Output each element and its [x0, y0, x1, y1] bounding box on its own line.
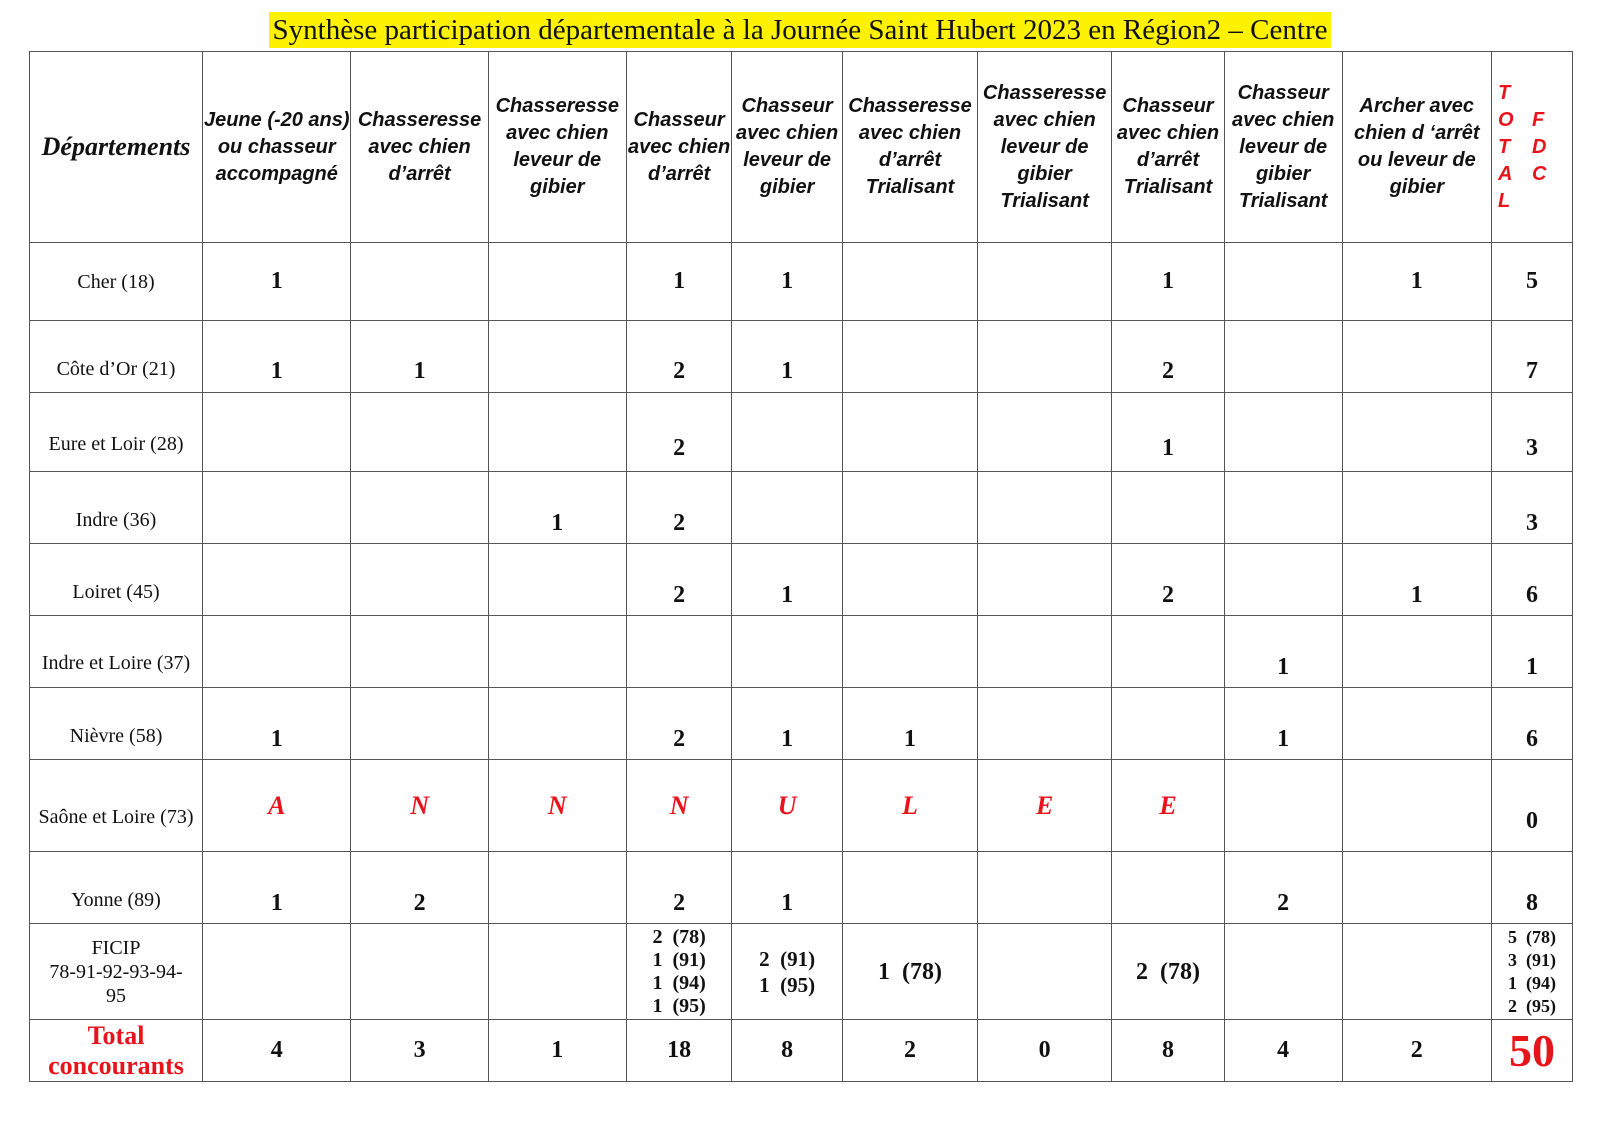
- table-cell: [842, 616, 977, 688]
- ficip-departement: [30, 924, 203, 1020]
- table-cell: 1: [842, 688, 977, 760]
- table-cell: [1342, 393, 1491, 472]
- table-cell: [626, 924, 731, 1020]
- header-col-5: Chasseur avec chien leveur de gibier: [732, 52, 843, 243]
- ficip-breakdown: 2 (91) 1 (95): [759, 946, 816, 997]
- grand-total: 50: [1492, 1020, 1573, 1082]
- table-cell: [732, 393, 843, 472]
- row-total: 6: [1492, 544, 1573, 616]
- table-cell: 1: [1112, 243, 1225, 321]
- table-cell: [978, 688, 1112, 760]
- row-total: 6: [1492, 688, 1573, 760]
- column-total: 8: [732, 1020, 843, 1082]
- total-letter: [1532, 80, 1566, 107]
- total-letter: [1532, 188, 1566, 215]
- ficip-total-breakdown: 5 (78) 3 (91) 1 (94) 2 (95): [1508, 926, 1557, 1016]
- header-col-10: Archer avec chien d ‘arrêt ou leveur de gibier: [1342, 52, 1491, 243]
- table-cell: [978, 544, 1112, 616]
- table-cell: [842, 544, 977, 616]
- table-row-ficip: [30, 924, 1573, 1020]
- total-letter: D: [1532, 135, 1547, 158]
- table-cell: [1112, 472, 1225, 544]
- table-cell: 1: [732, 688, 843, 760]
- table-row-totals: [30, 1020, 1573, 1082]
- table-cell: 1: [203, 852, 351, 924]
- annulee-letter: A: [203, 760, 351, 852]
- table-cell: [488, 688, 626, 760]
- table-cell: [978, 243, 1112, 321]
- header-col-2: Chasseresse avec chien d’arrêt: [351, 52, 488, 243]
- table-cell: [1112, 852, 1225, 924]
- table-cell: [1342, 472, 1491, 544]
- annulee-letter: L: [842, 760, 977, 852]
- table-cell: [488, 852, 626, 924]
- header-col-8: Chasseur avec chien d’arrêt Trialisant: [1112, 52, 1225, 243]
- participation-table: [29, 51, 1573, 1082]
- table-cell: 2: [626, 472, 731, 544]
- table-cell: 1: [1112, 393, 1225, 472]
- total-fdc-letters: [1492, 80, 1572, 215]
- row-total: 7: [1492, 321, 1573, 393]
- header-departements: Départements: [30, 52, 203, 243]
- table-cell: [351, 544, 488, 616]
- table-cell: [1342, 616, 1491, 688]
- header-col-6: Chasseresse avec chien d’arrêt Trialisant: [842, 52, 977, 243]
- header-col-9: Chasseur avec chien leveur de gibier Trialisant: [1224, 52, 1342, 243]
- ficip-breakdown: 2 (78) 1 (91) 1 (94) 1 (95): [652, 925, 706, 1017]
- table-cell: 1: [732, 852, 843, 924]
- table-cell: [1112, 924, 1225, 1020]
- column-total: 2: [1342, 1020, 1491, 1082]
- total-concourants-label: Total concourants: [30, 1020, 203, 1082]
- table-row: [30, 321, 1573, 393]
- table-cell: 1: [351, 321, 488, 393]
- page-title: Synthèse participation départementale à la Journée Saint Hubert 2023 en Région2 – Centre: [269, 12, 1332, 48]
- table-cell: 1: [203, 243, 351, 321]
- annulee-letter: E: [1112, 760, 1225, 852]
- row-total: 3: [1492, 393, 1573, 472]
- row-total: 5: [1492, 243, 1573, 321]
- total-letter: F: [1532, 108, 1545, 131]
- table-cell: 1: [626, 243, 731, 321]
- annulee-letter: N: [351, 760, 488, 852]
- table-row: [30, 544, 1573, 616]
- title-wrap: [0, 12, 1600, 48]
- total-letter: A: [1498, 162, 1513, 185]
- table-cell: [488, 544, 626, 616]
- total-letter: C: [1532, 162, 1547, 185]
- table-cell: [488, 321, 626, 393]
- table-cell: [1342, 321, 1491, 393]
- table-cell: [978, 924, 1112, 1020]
- table-cell: [488, 393, 626, 472]
- table-cell: [203, 393, 351, 472]
- total-letter: L: [1498, 189, 1511, 212]
- table-cell: [1342, 760, 1491, 852]
- table-cell: [732, 616, 843, 688]
- table-cell: 1: [1342, 544, 1491, 616]
- row-departement: Indre et Loire (37): [30, 616, 203, 688]
- table-cell: [351, 243, 488, 321]
- table-cell: [351, 393, 488, 472]
- table-cell: 1: [732, 243, 843, 321]
- ficip-breakdown: 1 (78): [878, 958, 942, 985]
- table-cell: [203, 472, 351, 544]
- column-total: 4: [1224, 1020, 1342, 1082]
- annulee-letter: N: [488, 760, 626, 852]
- total-letter: T: [1498, 135, 1511, 158]
- table-row-annulee: [30, 760, 1573, 852]
- ficip-breakdown: 2 (78): [1136, 958, 1200, 985]
- table-cell: 2: [626, 393, 731, 472]
- table-row: [30, 243, 1573, 321]
- table-cell: [842, 472, 977, 544]
- table-cell: [1112, 616, 1225, 688]
- table-cell: 1: [1224, 688, 1342, 760]
- row-total: [1492, 924, 1573, 1020]
- column-total: 4: [203, 1020, 351, 1082]
- row-total: 3: [1492, 472, 1573, 544]
- row-departement: Côte d’Or (21): [30, 321, 203, 393]
- table-cell: 2: [351, 852, 488, 924]
- table-cell: [1224, 760, 1342, 852]
- table-cell: 2: [1224, 852, 1342, 924]
- total-letter: O: [1498, 108, 1514, 131]
- table-cell: 1: [203, 321, 351, 393]
- table-cell: 1: [1342, 243, 1491, 321]
- table-cell: 1: [1224, 616, 1342, 688]
- table-cell: [1224, 472, 1342, 544]
- row-total: 0: [1492, 760, 1573, 852]
- header-total-fdc: [1492, 52, 1573, 243]
- row-departement: Saône et Loire (73): [30, 760, 203, 852]
- table-cell: [978, 472, 1112, 544]
- table-row: [30, 852, 1573, 924]
- table-cell: [351, 472, 488, 544]
- column-total: 18: [626, 1020, 731, 1082]
- table-row: [30, 688, 1573, 760]
- ficip-line: 95: [106, 984, 127, 1007]
- table-cell: [842, 243, 977, 321]
- table-cell: 2: [1112, 544, 1225, 616]
- table-cell: [351, 616, 488, 688]
- row-departement: Nièvre (58): [30, 688, 203, 760]
- table-cell: 1: [732, 321, 843, 393]
- table-cell: [732, 924, 843, 1020]
- table-row: [30, 472, 1573, 544]
- row-departement: Loiret (45): [30, 544, 203, 616]
- table-cell: [1342, 924, 1491, 1020]
- table-cell: 2: [1112, 321, 1225, 393]
- table-cell: [488, 243, 626, 321]
- table-cell: [1342, 688, 1491, 760]
- ficip-line: FICIP: [91, 936, 141, 959]
- header-col-7: Chasseresse avec chien leveur de gibier Trialisant: [978, 52, 1112, 243]
- table-cell: [842, 924, 977, 1020]
- table-cell: [351, 924, 488, 1020]
- table-cell: [842, 852, 977, 924]
- table-cell: 1: [732, 544, 843, 616]
- table-cell: [978, 616, 1112, 688]
- column-total: 8: [1112, 1020, 1225, 1082]
- table-cell: [842, 321, 977, 393]
- table-cell: 1: [488, 472, 626, 544]
- table-cell: [488, 616, 626, 688]
- annulee-letter: N: [626, 760, 731, 852]
- row-departement: Cher (18): [30, 243, 203, 321]
- header-col-4: Chasseur avec chien d’arrêt: [626, 52, 731, 243]
- table-cell: [732, 472, 843, 544]
- row-total: 8: [1492, 852, 1573, 924]
- table-cell: [842, 393, 977, 472]
- column-total: 0: [978, 1020, 1112, 1082]
- table-cell: [1224, 924, 1342, 1020]
- header-col-3: Chasseresse avec chien leveur de gibier: [488, 52, 626, 243]
- header-col-1: Jeune (-20 ans) ou chasseur accompagné: [203, 52, 351, 243]
- table-cell: [626, 616, 731, 688]
- table-cell: 2: [626, 852, 731, 924]
- table-cell: [1224, 544, 1342, 616]
- table-cell: [351, 688, 488, 760]
- table-cell: 2: [626, 321, 731, 393]
- total-letter: T: [1498, 81, 1511, 104]
- table-cell: 2: [626, 544, 731, 616]
- column-total: 2: [842, 1020, 977, 1082]
- table-cell: [978, 852, 1112, 924]
- ficip-line: 78-91-92-93-94-: [49, 960, 183, 983]
- row-total: 1: [1492, 616, 1573, 688]
- row-departement: Yonne (89): [30, 852, 203, 924]
- annulee-letter: E: [978, 760, 1112, 852]
- table-cell: [203, 924, 351, 1020]
- table-cell: [978, 321, 1112, 393]
- column-total: 1: [488, 1020, 626, 1082]
- table-cell: [488, 924, 626, 1020]
- table-cell: [1342, 852, 1491, 924]
- table-row: [30, 393, 1573, 472]
- column-total: 3: [351, 1020, 488, 1082]
- row-departement: Indre (36): [30, 472, 203, 544]
- table-cell: [978, 393, 1112, 472]
- table-cell: [1224, 393, 1342, 472]
- row-departement: Eure et Loir (28): [30, 393, 203, 472]
- table-cell: [1224, 243, 1342, 321]
- header-row: [30, 52, 1573, 243]
- annulee-letter: U: [732, 760, 843, 852]
- table-cell: [203, 544, 351, 616]
- table-cell: 1: [203, 688, 351, 760]
- table-cell: [203, 616, 351, 688]
- table-cell: 2: [626, 688, 731, 760]
- table-cell: [1112, 688, 1225, 760]
- table-cell: [1224, 321, 1342, 393]
- table-row: [30, 616, 1573, 688]
